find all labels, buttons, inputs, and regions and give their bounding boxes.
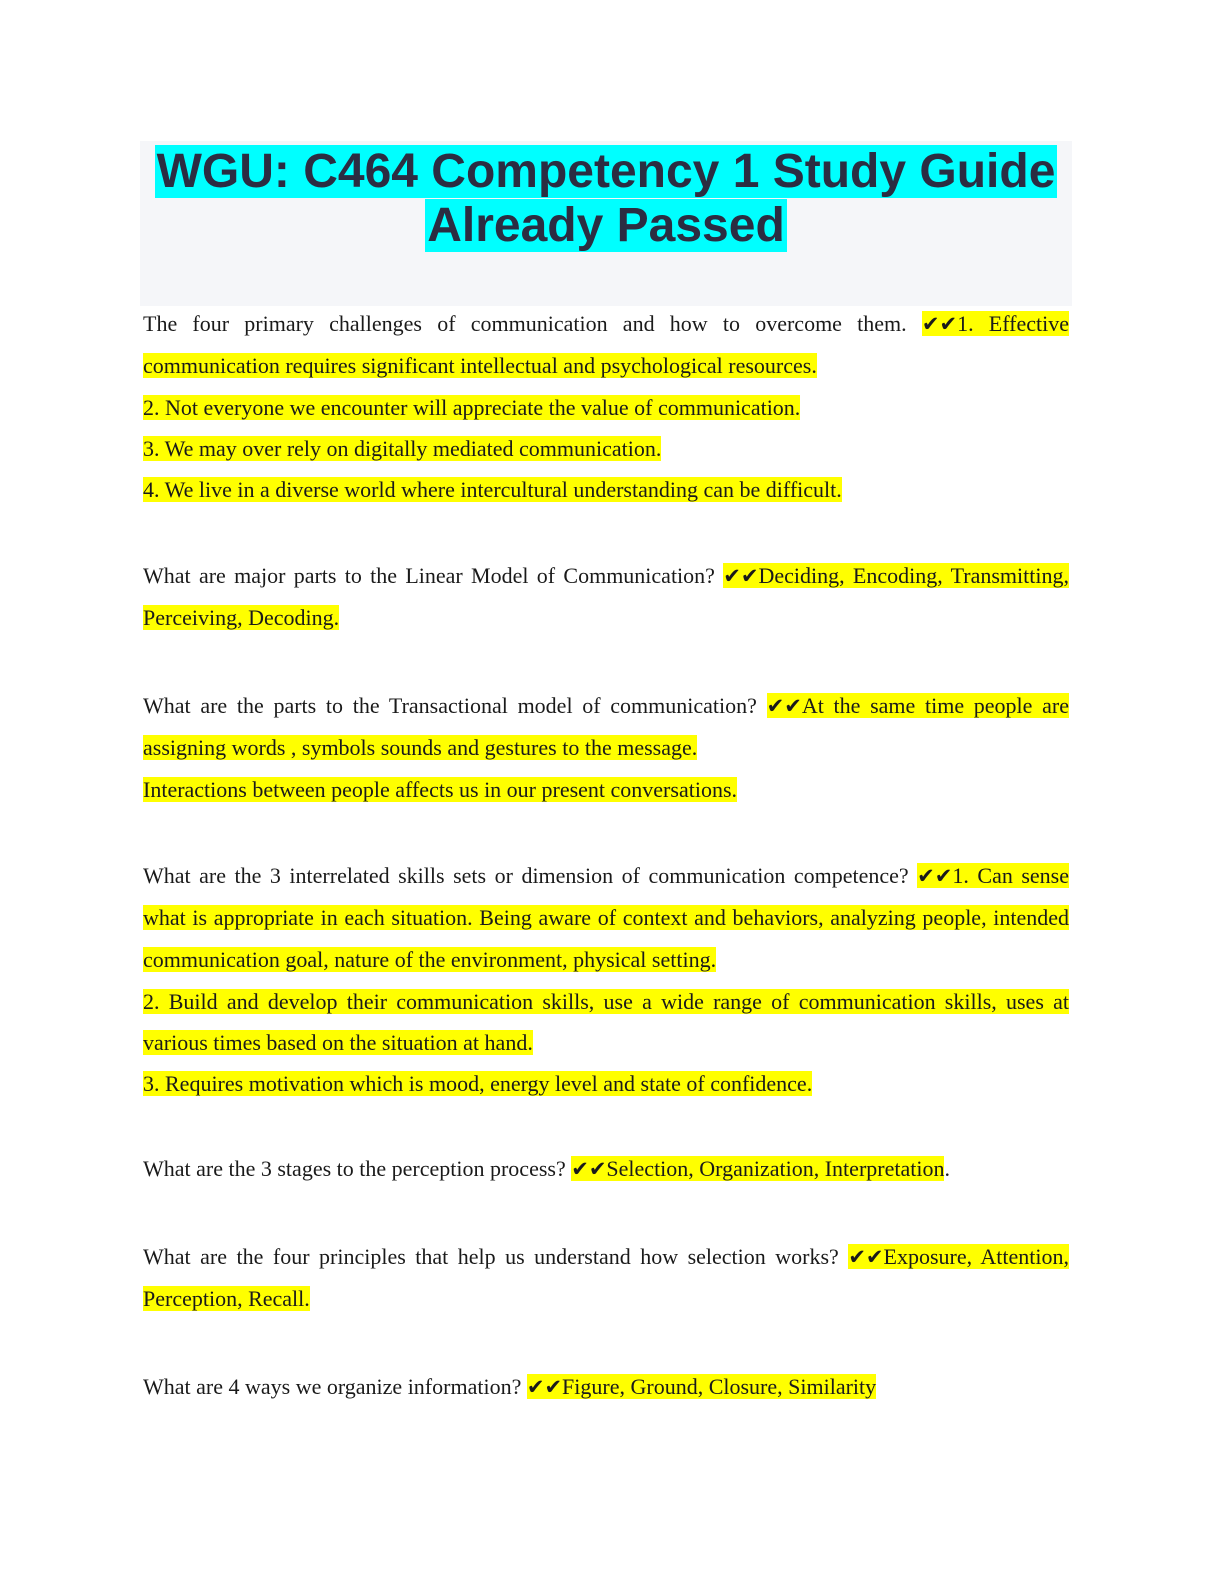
question-text: What are the 3 stages to the perception process? — [143, 1156, 566, 1181]
answer-text: 1. Effective communication requires significant intellectual and psychological resources. — [143, 311, 1070, 378]
trailing-period: . — [944, 1156, 950, 1181]
answer-line: 3. We may over rely on digitally mediated communication. — [143, 436, 662, 461]
answer-text: At the same time people are assigning words , symbols sounds and gestures to the message. — [143, 693, 1069, 760]
qa-paragraph — [143, 1236, 1069, 1320]
qa-paragraph — [143, 685, 1069, 769]
qa-paragraph — [143, 855, 1069, 981]
question-text: The four primary challenges of communication and how to overcome them. — [143, 311, 907, 336]
document-title-line-2 — [140, 199, 1072, 253]
answer-line: Interactions between people affects us in our present conversations. — [143, 777, 737, 802]
check-icon: ✔✔ — [921, 312, 958, 336]
qa-paragraph — [143, 1366, 1069, 1408]
qa-item-1 — [143, 303, 1069, 510]
answer-text: Figure, Ground, Closure, Similarity — [562, 1374, 877, 1399]
title-text-2: Already Passed — [427, 199, 785, 252]
qa-item-7 — [143, 1366, 1069, 1408]
check-icon: ✔✔ — [526, 1375, 563, 1399]
question-text: What are the four principles that help us understand how selection works? — [143, 1244, 839, 1269]
check-icon: ✔✔ — [766, 694, 802, 718]
answer-line: 2. Build and develop their communication skills, use a wide range of communication skills, uses at various times based on the situation at hand. — [143, 989, 1069, 1055]
qa-paragraph — [143, 303, 1069, 387]
question-text: What are the parts to the Transactional model of communication? — [143, 693, 757, 718]
qa-item-3 — [143, 685, 1069, 810]
check-icon: ✔✔ — [848, 1245, 884, 1269]
qa-paragraph — [143, 555, 1069, 639]
answer-line: 2. Not everyone we encounter will appreciate the value of communication. — [143, 395, 801, 420]
answer-line: 3. Requires motivation which is mood, energy level and state of confidence. — [143, 1071, 813, 1096]
qa-item-2 — [143, 555, 1069, 639]
check-icon: ✔✔ — [917, 864, 953, 888]
document-title-line-1 — [140, 145, 1072, 199]
question-text: What are the 3 interrelated skills sets or dimension of communication competence? — [143, 863, 909, 888]
title-text-1: WGU: C464 Competency 1 Study Guide — [156, 145, 1056, 198]
answer-text: 1. Can sense what is appropriate in each situation. Being aware of context and behaviors, analyzing people, intended communication goal, nature of the environment, physical setting. — [143, 863, 1069, 972]
qa-item-5 — [143, 1148, 1069, 1190]
check-icon: ✔✔ — [571, 1157, 607, 1181]
qa-paragraph — [143, 1148, 1069, 1190]
answer-text: Deciding, Encoding, Transmitting, Perceiving, Decoding. — [143, 563, 1069, 630]
qa-item-6 — [143, 1236, 1069, 1320]
answer-text: Selection, Organization, Interpretation — [606, 1156, 945, 1181]
answer-line: 4. We live in a diverse world where intercultural understanding can be difficult. — [143, 477, 842, 502]
title-block — [140, 141, 1072, 306]
question-text: What are major parts to the Linear Model of Communication? — [143, 563, 715, 588]
answer-text: Exposure, Attention, Perception, Recall. — [143, 1244, 1070, 1311]
qa-item-4 — [143, 855, 1069, 1104]
question-text: What are 4 ways we organize information? — [143, 1374, 522, 1399]
check-icon: ✔✔ — [723, 564, 759, 588]
